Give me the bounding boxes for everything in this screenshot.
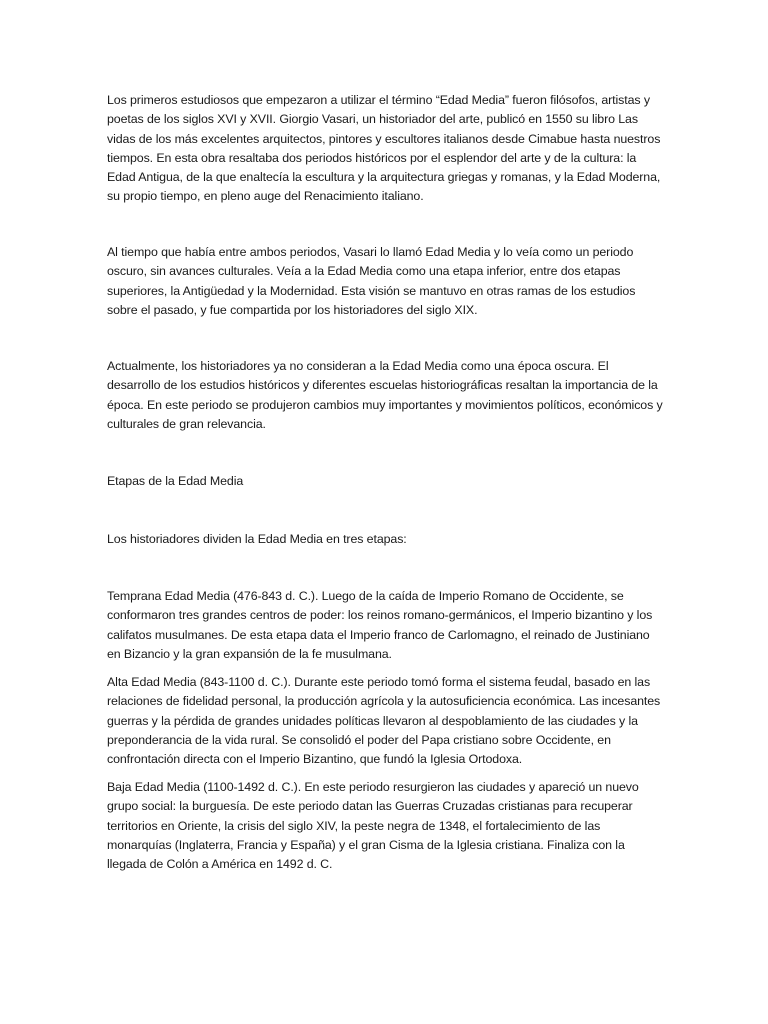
section-intro: Los historiadores dividen la Edad Media en tres etapas: — [107, 532, 407, 546]
stage-early-middle-ages: Temprana Edad Media (476-843 d. C.). Luego de la caída de Imperio Romano de Occidente, se conformaron tres grandes centros de poder: los reinos romano-germánicos, el Imperio bizantino y los califatos musulmanes. De esta etapa data el Imperio franco de Carlomagno, el reinado de Justiniano en Bizancio y la gran expansión de la fe musulmana. — [107, 589, 653, 661]
paragraph-modern-view: Actualmente, los historiadores ya no consideran a la Edad Media como una época oscura. El desarrollo de los estudios históricos y diferentes escuelas historiográficas resaltan la importancia de la época. En este periodo se produjeron cambios muy importantes y movimientos políticos, económicos y culturales de gran relevancia. — [107, 359, 663, 431]
section-heading: Etapas de la Edad Media — [107, 474, 244, 488]
stage-late-middle-ages: Baja Edad Media (1100-1492 d. C.). En este periodo resurgieron las ciudades y apareció un nuevo grupo social: la burguesía. De este periodo datan las Guerras Cruzadas cristianas para recuperar territorios en Oriente, la crisis del siglo XIV, la peste negra de 1348, el fortalecimiento de las monarquías (Inglaterra, Francia y España) y el gran Cisma de la Iglesia cristiana. Finaliza con la llegada de Colón a América en 1492 d. C. — [107, 780, 639, 872]
paragraph-origin-of-term: Los primeros estudiosos que empezaron a utilizar el término “Edad Media” fueron filósofos, artistas y poetas de los siglos XVI y XVII. Giorgio Vasari, un historiador del arte, publicó en 1550 su libro Las vidas de los más excelentes arquitectos, pintores y escultores italianos desde Cimabue hasta nuestros tiempos. En esta obra resaltaba dos periodos históricos por el esplendor del arte y de la cultura: la Edad Antigua, de la que enaltecía la escultura y la arquitectura griegas y romanas, y la Edad Moderna, su propio tiempo, en pleno auge del Renacimiento italiano. — [107, 93, 661, 204]
stage-high-middle-ages: Alta Edad Media (843-1100 d. C.). Durante este periodo tomó forma el sistema feudal, basado en las relaciones de fidelidad personal, la producción agrícola y la autosuficiencia económica. Las incesantes guerras y la pérdida de grandes unidades políticas llevaron al despoblamiento de las ciudades y la preponderancia de la vida rural. Se consolidó el poder del Papa cristiano sobre Occidente, en confrontación directa con el Imperio Bizantino, que fundó la Iglesia Ortodoxa. — [107, 675, 661, 767]
paragraph-vasari-view: Al tiempo que había entre ambos periodos, Vasari lo llamó Edad Media y lo veía como un periodo oscuro, sin avances culturales. Veía a la Edad Media como una etapa inferior, entre dos etapas superiores, la Antigüedad y la Modernidad. Esta visión se mantuvo en otras ramas de los estudios sobre el pasado, y fue compartida por los historiadores del siglo XIX. — [107, 245, 636, 317]
